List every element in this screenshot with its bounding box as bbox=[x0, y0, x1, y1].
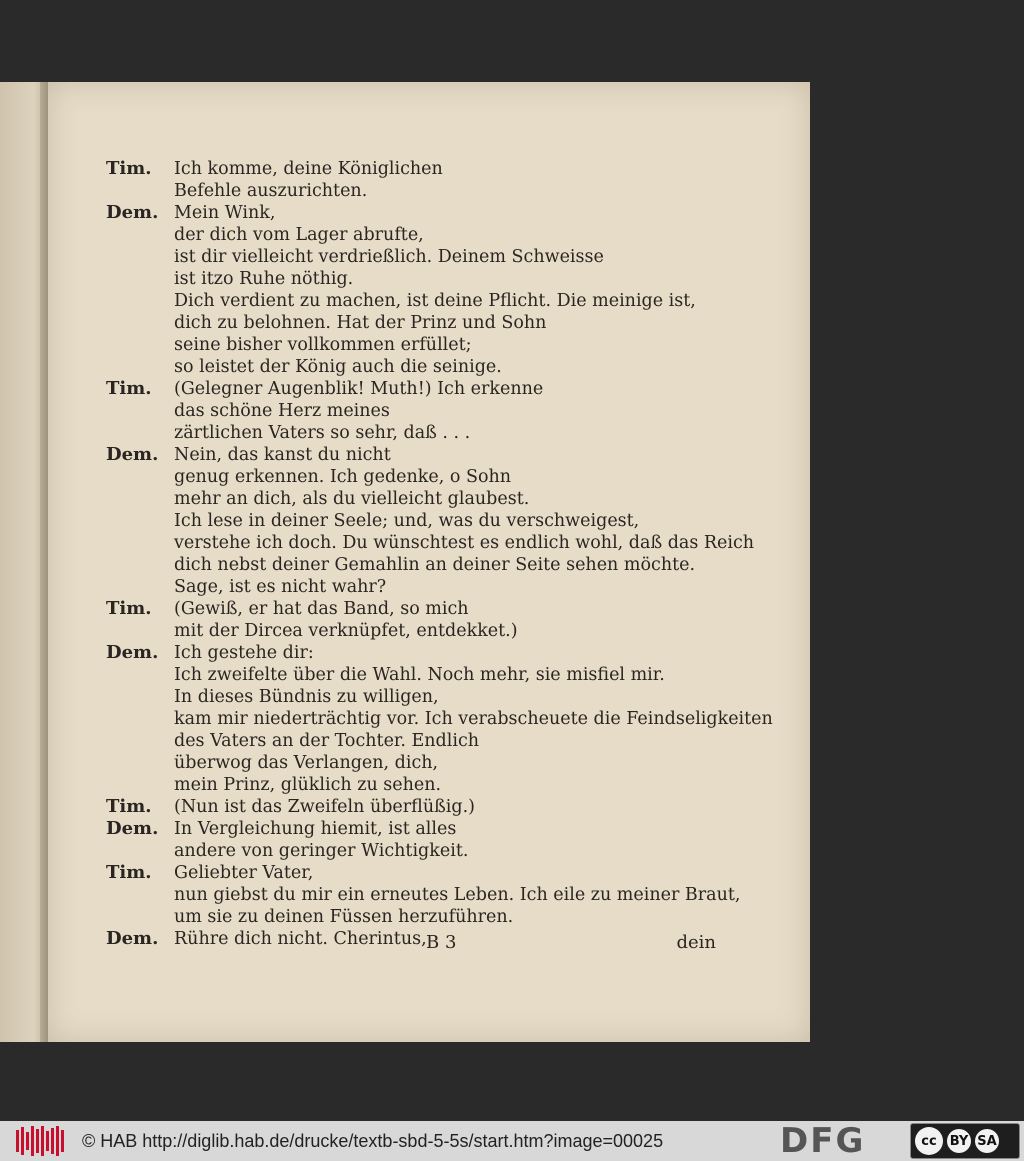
dialogue-entry bbox=[106, 862, 786, 928]
speech-line: so leistet der König auch die seinige. bbox=[174, 357, 502, 377]
speech-lines bbox=[174, 202, 786, 378]
speaker-name: Tim. bbox=[106, 598, 152, 619]
page-text bbox=[106, 158, 786, 950]
speech-line: Geliebter Vater, bbox=[174, 863, 314, 883]
speech-line: Befehle auszurichten. bbox=[174, 181, 368, 201]
hab-logo-bar bbox=[56, 1126, 59, 1156]
speech-line: Sage, ist es nicht wahr? bbox=[174, 577, 387, 597]
catchword: dein bbox=[676, 932, 716, 953]
hab-logo-bar bbox=[26, 1132, 29, 1150]
speech-line: Ich zweifelte über die Wahl. Noch mehr, sie misfiel mir. bbox=[174, 665, 665, 685]
speech-line: der dich vom Lager abrufte, bbox=[174, 225, 424, 245]
speech-line: Ich gestehe dir: bbox=[174, 643, 314, 663]
speech-line: zärtlichen Vaters so sehr, daß . . . bbox=[174, 423, 471, 443]
hab-logo-bar bbox=[61, 1130, 64, 1152]
speech-line: dich zu belohnen. Hat der Prinz und Sohn bbox=[174, 313, 547, 333]
speaker-name: Dem. bbox=[106, 818, 159, 839]
hab-logo-bar bbox=[41, 1126, 44, 1156]
dialogue-entry bbox=[106, 378, 786, 444]
hab-logo-bar bbox=[31, 1126, 34, 1156]
speech-line: des Vaters an der Tochter. Endlich bbox=[174, 731, 480, 751]
speech-line: überwog das Verlangen, dich, bbox=[174, 753, 439, 773]
speech-line: Dich verdient zu machen, ist deine Pflicht. Die meinige ist, bbox=[174, 291, 696, 311]
speech-line: mein Prinz, glüklich zu sehen. bbox=[174, 775, 442, 795]
hab-logo-bar bbox=[51, 1128, 54, 1154]
speech-line: kam mir niederträchtig vor. Ich verabscheuete die Feindseligkeiten bbox=[174, 709, 773, 729]
dialogue-entry bbox=[106, 444, 786, 598]
speaker-name: Dem. bbox=[106, 642, 159, 663]
speech-line: Mein Wink, bbox=[174, 203, 276, 223]
speech-lines bbox=[174, 158, 786, 202]
speech-line: um sie zu deinen Füssen herzuführen. bbox=[174, 907, 514, 927]
speech-line: (Nun ist das Zweifeln überflüßig.) bbox=[174, 797, 475, 817]
speech-line: dich nebst deiner Gemahlin an deiner Seite sehen möchte. bbox=[174, 555, 696, 575]
speech-line: ist dir vielleicht verdrießlich. Deinem Schweisse bbox=[174, 247, 604, 267]
speech-lines bbox=[174, 444, 786, 598]
speech-lines bbox=[174, 818, 786, 862]
viewer-footer-bar bbox=[0, 1121, 1024, 1161]
speech-line: das schöne Herz meines bbox=[174, 401, 390, 421]
speech-line: (Gelegner Augenblik! Muth!) Ich erkenne bbox=[174, 379, 544, 399]
hab-logo-bar bbox=[21, 1127, 24, 1155]
dfg-logo[interactable]: DFG bbox=[780, 1121, 866, 1161]
speaker-name: Dem. bbox=[106, 202, 159, 223]
dialogue-entry bbox=[106, 202, 786, 378]
page-footer bbox=[106, 932, 716, 953]
speaker-name: Dem. bbox=[106, 928, 159, 949]
by-icon: BY bbox=[947, 1129, 971, 1153]
dialogue-entry bbox=[106, 642, 786, 796]
speech-line: seine bisher vollkommen erfüllet; bbox=[174, 335, 472, 355]
hab-logo-bar bbox=[16, 1130, 19, 1152]
speech-line: ist itzo Ruhe nöthig. bbox=[174, 269, 354, 289]
copyright-link[interactable]: © HAB http://diglib.hab.de/drucke/textb-sbd-5-5s/start.htm?image=00025 bbox=[82, 1130, 664, 1151]
speech-lines bbox=[174, 642, 786, 796]
dialogue-entry bbox=[106, 818, 786, 862]
book-page bbox=[48, 82, 810, 1042]
speech-lines bbox=[174, 862, 786, 928]
speaker-name: Tim. bbox=[106, 158, 152, 179]
speech-lines bbox=[174, 796, 786, 818]
cc-license-badge[interactable] bbox=[910, 1123, 1020, 1159]
speaker-name: Tim. bbox=[106, 796, 152, 817]
speech-line: genug erkennen. Ich gedenke, o Sohn bbox=[174, 467, 512, 487]
speech-line: Rühre dich nicht. Cherintus, bbox=[174, 929, 427, 949]
hab-logo-bar bbox=[46, 1131, 49, 1151]
speech-lines bbox=[174, 598, 786, 642]
hab-logo-icon[interactable] bbox=[16, 1126, 66, 1156]
speech-line: (Gewiß, er hat das Band, so mich bbox=[174, 599, 469, 619]
dialogue-entry bbox=[106, 158, 786, 202]
speaker-name: Dem. bbox=[106, 444, 159, 465]
sa-icon: SA bbox=[975, 1129, 999, 1153]
speech-line: verstehe ich doch. Du wünschtest es endlich wohl, daß das Reich bbox=[174, 533, 755, 553]
speech-line: mit der Dircea verknüpfet, entdekket.) bbox=[174, 621, 518, 641]
speaker-name: Tim. bbox=[106, 378, 152, 399]
speech-lines bbox=[174, 378, 786, 444]
speech-line: mehr an dich, als du vielleicht glaubest. bbox=[174, 489, 530, 509]
cc-icon: cc bbox=[915, 1127, 943, 1155]
speech-line: Ich komme, deine Königlichen bbox=[174, 159, 443, 179]
dialogue-entry bbox=[106, 796, 786, 818]
speech-line: In Vergleichung hiemit, ist alles bbox=[174, 819, 457, 839]
speech-line: andere von geringer Wichtigkeit. bbox=[174, 841, 469, 861]
dialogue-entry bbox=[106, 598, 786, 642]
speaker-name: Tim. bbox=[106, 862, 152, 883]
speech-line: Ich lese in deiner Seele; und, was du verschweigest, bbox=[174, 511, 640, 531]
speech-line: Nein, das kanst du nicht bbox=[174, 445, 391, 465]
signature-mark: B 3 bbox=[426, 932, 457, 953]
hab-logo-bar bbox=[36, 1129, 39, 1153]
speech-line: nun giebst du mir ein erneutes Leben. Ich eile zu meiner Braut, bbox=[174, 885, 741, 905]
speech-line: In dieses Bündnis zu willigen, bbox=[174, 687, 439, 707]
